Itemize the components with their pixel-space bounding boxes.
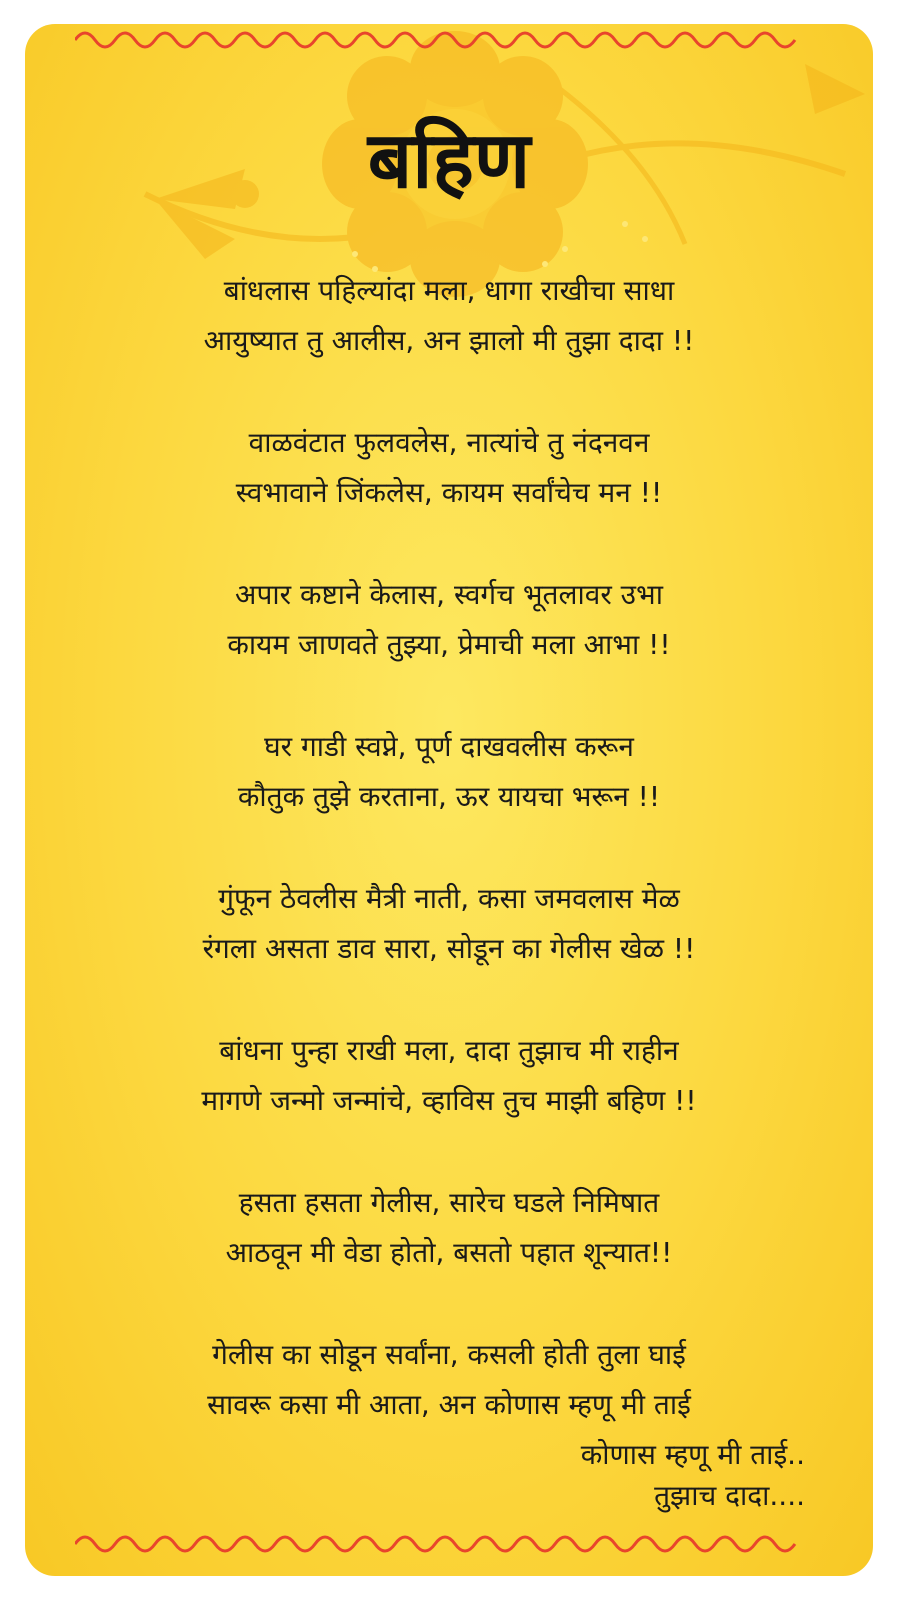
stanza [25,1178,873,1278]
poem-line: गुंफून ठेवलीस मैत्री नाती, कसा जमवलास मेळ [218,882,680,915]
stanza [25,1330,873,1480]
poem-line: हसता हसता गेलीस, सारेच घडले निमिषात [238,1186,660,1219]
swirl-border-bottom [75,1524,825,1564]
poem-line: कौतुक तुझे करताना, ऊर यायचा भरून !! [237,780,661,813]
stanza [25,874,873,974]
poem-card [25,24,873,1576]
stanza [25,418,873,518]
stanza [25,1026,873,1126]
poem-line: कायम जाणवते तुझ्या, प्रेमाची मला आभा !! [227,628,671,661]
poem-line: कोणास म्हणू मी ताई.. [580,1438,805,1471]
poem-line: गेलीस का सोडून सर्वांना, कसली होती तुला घाई [212,1338,686,1371]
poem-line: बांधना पुन्हा राखी मला, दादा तुझाच मी राहीन [219,1034,679,1067]
poem-line: स्वभावाने जिंकलेस, कायम सर्वांचेच मन !! [235,476,663,509]
poem-line: घर गाडी स्वप्ने, पूर्ण दाखवलीस करून [264,730,634,763]
poem-line: बांधलास पहिल्यांदा मला, धागा राखीचा साधा [223,274,675,307]
poem-line: रंगला असता डाव सारा, सोडून का गेलीस खेळ !! [202,932,696,965]
signature: तुझाच दादा.... [654,1479,805,1512]
stanza [25,570,873,670]
poem-title: बहिण [367,116,531,206]
swirl-border-top [75,24,825,60]
stanza [25,266,873,366]
poem-line: वाळवंटात फुलवलेस, नात्यांचे तु नंदनवन [248,426,650,459]
poem-line: अपार कष्टाने केलास, स्वर्गच भूतलावर उभा [235,578,663,611]
stanza [25,722,873,822]
poem-line: आयुष्यात तु आलीस, अन झालो मी तुझा दादा !! [203,324,695,357]
poem-body [25,266,873,1532]
poem-line: सावरू कसा मी आता, अन कोणास म्हणू मी ताई [207,1388,691,1421]
poem-line: आठवून मी वेडा होतो, बसतो पहात शून्यात!! [225,1236,673,1269]
poem-line: मागणे जन्मो जन्मांचे, व्हाविस तुच माझी बहिण !! [201,1084,697,1117]
